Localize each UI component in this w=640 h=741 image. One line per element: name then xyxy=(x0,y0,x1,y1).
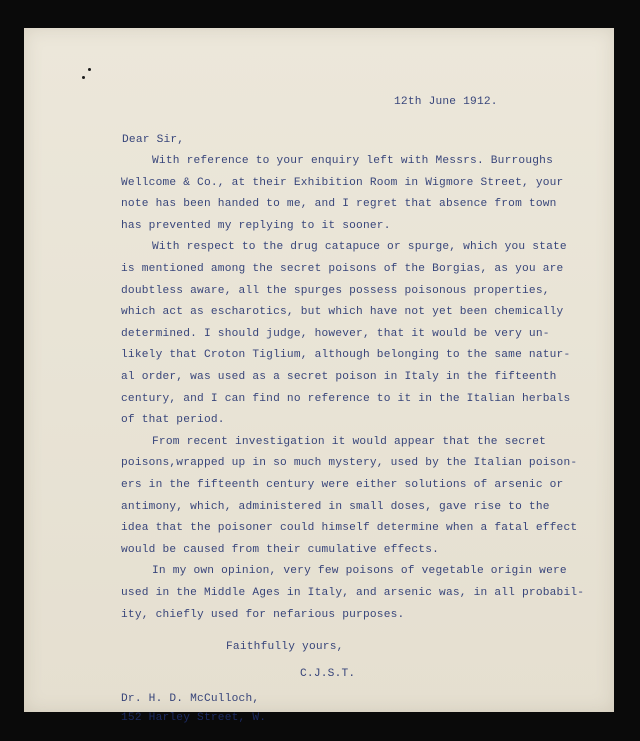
ink-mark xyxy=(82,76,85,79)
letter-page xyxy=(24,28,614,724)
body-line: has prevented my replying to it sooner. xyxy=(121,219,391,232)
body-line: ity, chiefly used for nefarious purposes. xyxy=(121,608,405,621)
body-line: would be caused from their cumulative effects. xyxy=(121,543,440,556)
body-line: century, and I can find no reference to it in the Italian herbals xyxy=(121,392,571,405)
letter-signoff: Faithfully yours, xyxy=(226,641,344,653)
body-line: With respect to the drug catapuce or spurge, which you state xyxy=(152,241,567,254)
body-line: is mentioned among the secret poisons of the Borgias, as you are xyxy=(121,263,564,275)
body-line: poisons,wrapped up in so much mystery, used by the Italian poison- xyxy=(121,457,578,470)
body-line: used in the Middle Ages in Italy, and arsenic was, in all probabil- xyxy=(121,587,585,599)
body-line: idea that the poisoner could himself determine when a fatal effect xyxy=(121,522,578,535)
addressee-name: Dr. H. D. McCulloch, xyxy=(121,693,260,705)
body-line: al order, was used as a secret poison in Italy in the fifteenth xyxy=(121,371,557,383)
letter-date: 12th June 1912. xyxy=(394,96,498,108)
body-line: ers in the fifteenth century were either solutions of arsenic or xyxy=(121,479,564,491)
body-line: determined. I should judge, however, that it would be very un- xyxy=(121,327,550,340)
body-line: Wellcome & Co., at their Exhibition Room in Wigmore Street, your xyxy=(121,176,564,189)
body-line: doubtless aware, all the spurges possess poisonous properties, xyxy=(121,284,550,297)
addressee-street: 152 Harley Street, W. xyxy=(121,712,267,724)
body-line: which act as escharotics, but which have not yet been chemically xyxy=(121,306,564,319)
body-line: antimony, which, administered in small doses, gave rise to the xyxy=(121,500,550,513)
body-line: note has been handed to me, and I regret that absence from town xyxy=(121,198,557,211)
body-line: With reference to your enquiry left with Messrs. Burroughs xyxy=(152,155,553,167)
body-line: In my own opinion, very few poisons of vegetable origin were xyxy=(152,565,567,578)
letter-initials: C.J.S.T. xyxy=(300,668,356,680)
letter-salutation: Dear Sir, xyxy=(122,134,185,146)
ink-mark xyxy=(88,68,91,71)
body-line: From recent investigation it would appear that the secret xyxy=(152,435,547,448)
body-line: of that period. xyxy=(121,414,225,427)
body-line: likely that Croton Tiglium, although belonging to the same natur- xyxy=(121,349,571,362)
